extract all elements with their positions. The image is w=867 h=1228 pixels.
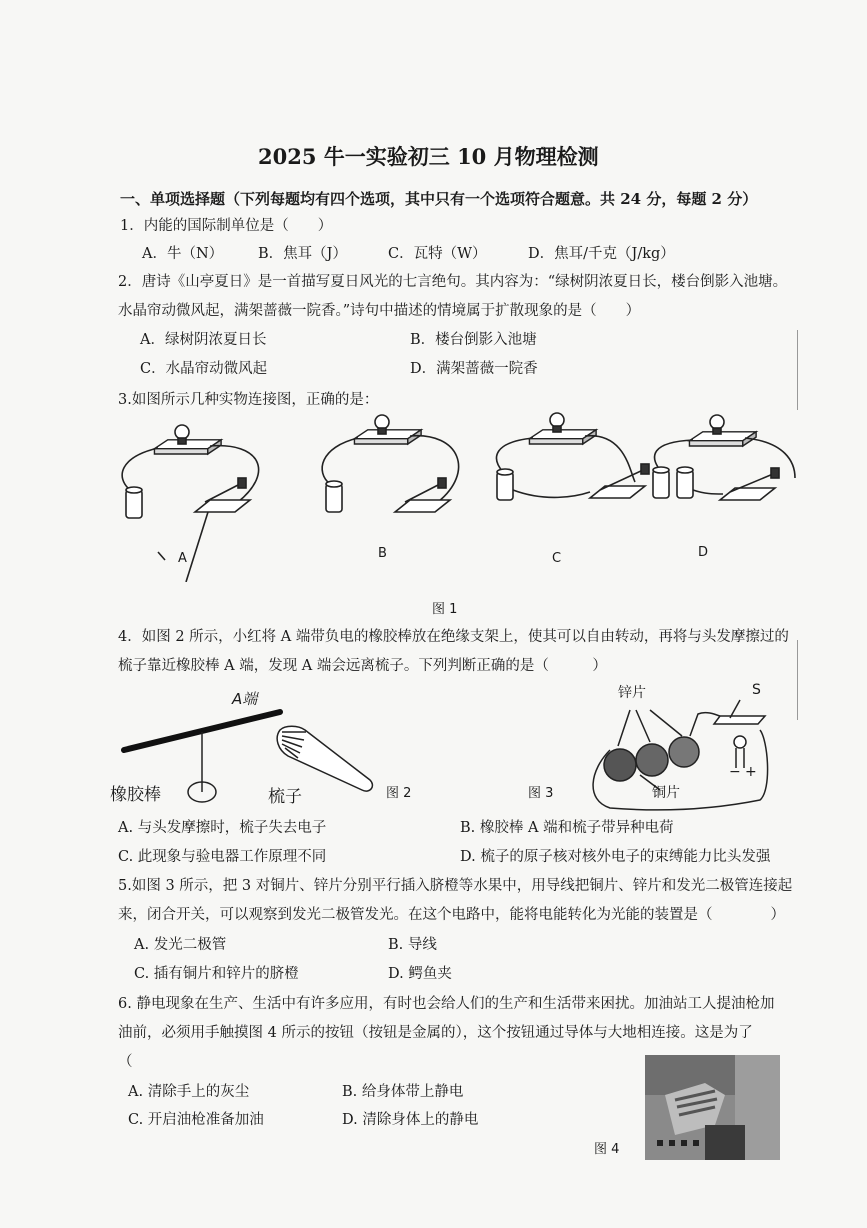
fig3-plus: + (745, 764, 757, 780)
q2-stem-line1: 2．唐诗《山亭夏日》是一首描写夏日风光的七言绝句。其内容为：“绿树阴浓夏日长，楼台倒影入池塘。 (118, 274, 788, 290)
q4-stem-line1: 4．如图 2 所示，小红将 A 端带负电的橡胶棒放在绝缘支架上，使其可以自由转动，再将与头发摩擦过的 (118, 629, 789, 645)
q2-option-c: C．水晶帘动微风起 (140, 361, 268, 377)
fig1-label-c: C (552, 551, 562, 566)
fig1-label-b: B (378, 546, 387, 561)
fig1-caption: 图 1 (432, 602, 458, 617)
circuit-b (322, 415, 458, 512)
fig3-switch-label: S (752, 682, 761, 698)
q4-stem-line2: 梳子靠近橡胶棒 A 端，发现 A 端会远离梳子。下列判断正确的是（ ） (118, 658, 607, 674)
section-heading: 一、单项选择题（下列每题均有四个选项，其中只有一个选项符合题意。共 24 分，每题 2 分） (120, 190, 758, 208)
q4-option-d: D. 梳子的原子核对核外电子的束缚能力比头发强 (460, 849, 771, 865)
q4-option-a: A. 与头发摩擦时，梳子失去电子 (118, 820, 327, 836)
fig3-caption: 图 3 (528, 786, 554, 801)
q5-option-b: B. 导线 (388, 937, 437, 953)
q6-stem-line2: 油前，必须用手触摸图 4 所示的按钮（按钮是金属的），这个按钮通过导体与大地相连接。这是为了 (118, 1025, 753, 1041)
figure-1-circuits (110, 412, 800, 582)
circuit-d (653, 415, 795, 500)
fig3-copper-label: 铜片 (652, 785, 680, 801)
q1-option-a: A．牛（N） (142, 246, 224, 262)
fig2-caption: 图 2 (386, 786, 412, 801)
q5-option-c: C. 插有铜片和锌片的脐橙 (134, 966, 299, 982)
q1-option-d: D．焦耳/千克（J/kg） (528, 246, 675, 262)
fig1-label-a: A (178, 551, 187, 566)
q6-option-d: D. 清除身体上的静电 (342, 1112, 479, 1128)
fig1-label-d: D (698, 545, 709, 560)
q2-option-b: B．楼台倒影入池塘 (410, 332, 537, 348)
q5-stem-line1: 5.如图 3 所示，把 3 对铜片、锌片分别平行插入脐橙等水果中，用导线把铜片、锌片和发光二极管连接起 (118, 878, 793, 894)
fig4-caption: 图 4 (594, 1142, 620, 1157)
q1-option-c: C．瓦特（W） (388, 246, 487, 262)
circuit-a (122, 425, 258, 582)
q4-option-c: C. 此现象与验电器工作原理不同 (118, 849, 327, 865)
page-title: 2025 牛一实验初三 10 月物理检测 (258, 144, 599, 169)
fig3-zinc-label: 锌片 (618, 685, 646, 701)
q2-stem-line2: 水晶帘动微风起，满架蔷薇一院香。”诗句中描述的情境属于扩散现象的是（ ） (118, 303, 641, 319)
q1-option-b: B．焦耳（J） (258, 246, 347, 262)
q6-option-b: B. 给身体带上静电 (342, 1084, 464, 1100)
q6-option-c: C. 开启油枪准备加油 (128, 1112, 264, 1128)
scan-edge-line (797, 640, 798, 720)
fig3-minus: − (729, 764, 741, 780)
q5-stem-line2: 来，闭合开关，可以观察到发光二极管发光。在这个电路中，能将电能转化为光能的装置是（ ） (118, 907, 785, 923)
q6-stem-line1: 6. 静电现象在生产、生活中有许多应用，有时也会给人们的生产和生活带来困扰。加油站工人提油枪加 (118, 996, 775, 1012)
q5-option-a: A. 发光二极管 (134, 937, 227, 953)
fig2-end-label: A端 (232, 690, 258, 708)
q3-stem: 3.如图所示几种实物连接图，正确的是： (118, 392, 379, 408)
q6-option-a: A. 清除手上的灰尘 (128, 1084, 250, 1100)
scan-edge-line (797, 330, 798, 410)
q4-option-b: B. 橡胶棒 A 端和梳子带异种电荷 (460, 820, 674, 836)
figure-4-photo (645, 1055, 780, 1160)
q6-stem-line3: （ (118, 1054, 133, 1070)
q2-option-d: D．满架蔷薇一院香 (410, 361, 538, 377)
q2-option-a: A．绿树阴浓夏日长 (140, 332, 267, 348)
fig2-rod-label: 橡胶棒 (110, 785, 161, 805)
circuit-c (497, 413, 649, 500)
figure-3-fruit-battery (580, 680, 780, 815)
q5-option-d: D. 鳄鱼夹 (388, 966, 452, 982)
fig2-comb-label: 梳子 (268, 787, 302, 807)
q1-stem: 1．内能的国际制单位是（ ） (120, 218, 333, 234)
